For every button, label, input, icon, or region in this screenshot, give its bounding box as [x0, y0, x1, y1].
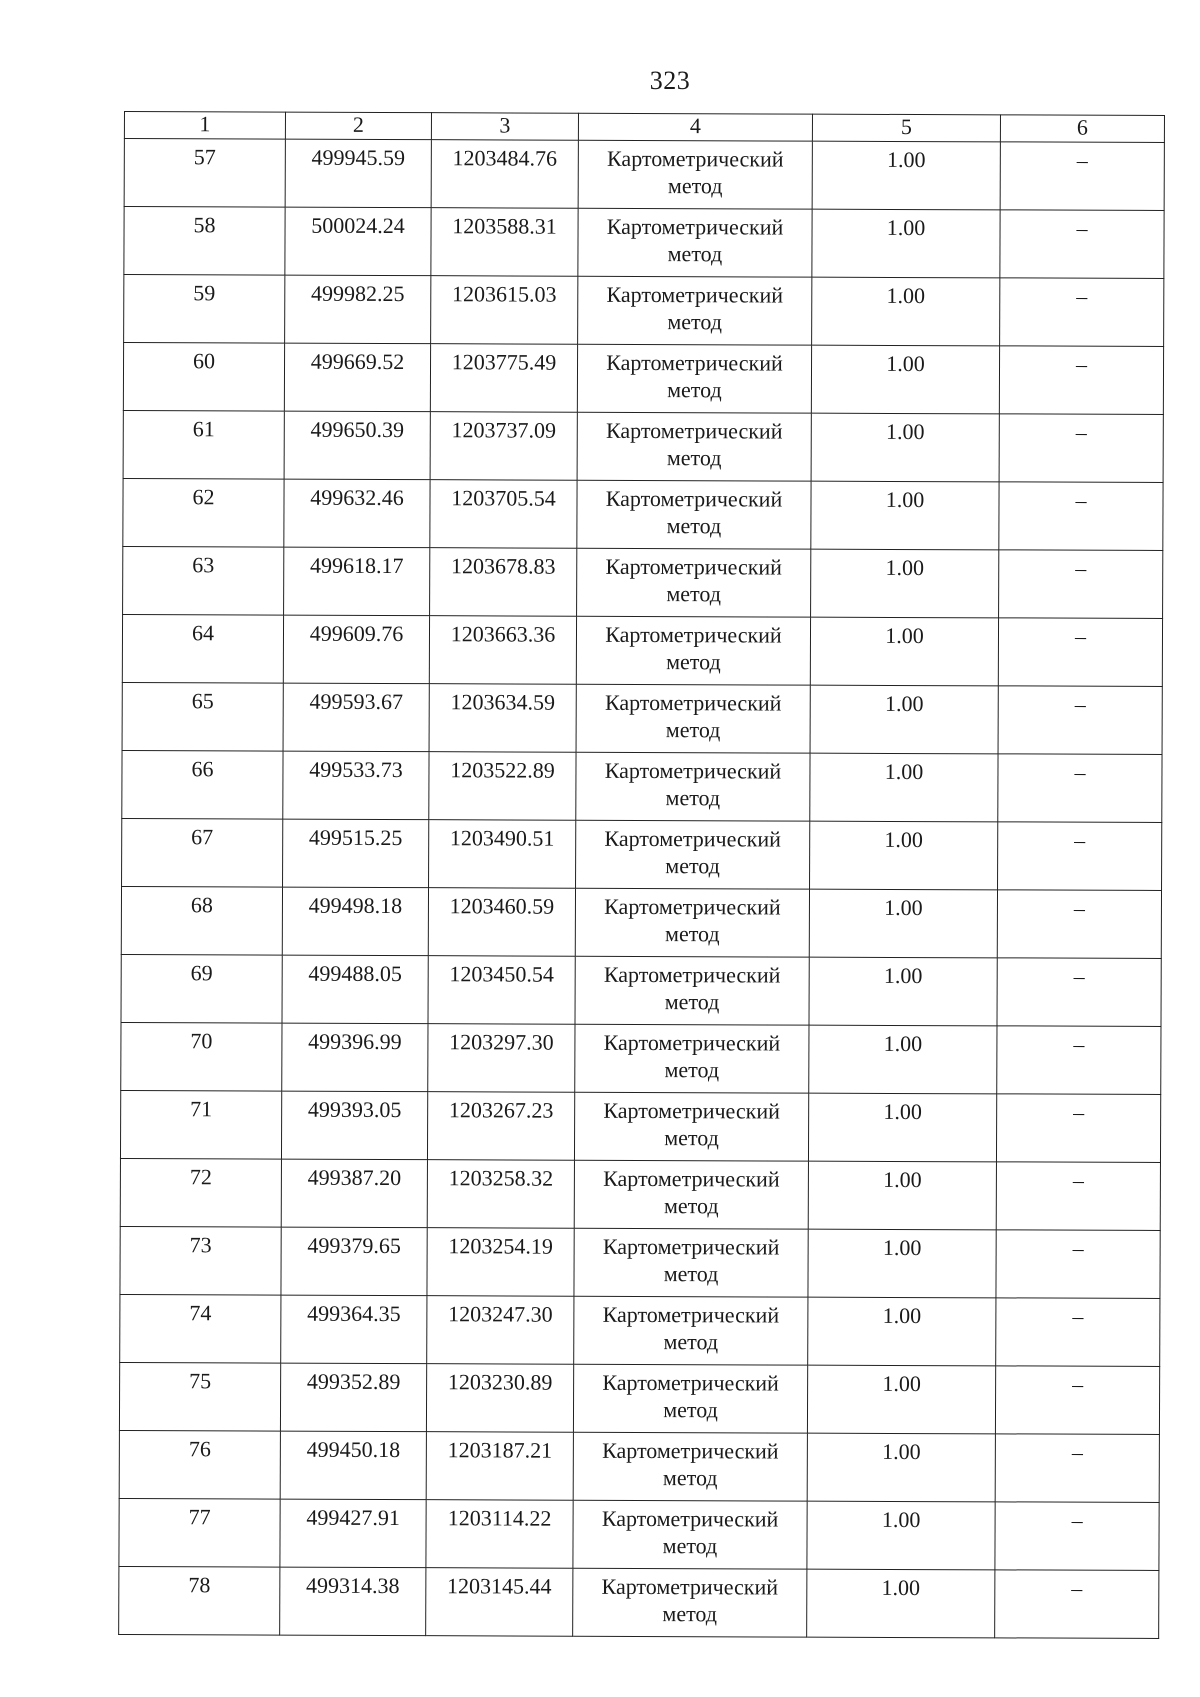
point-number-cell: 73	[120, 1226, 281, 1295]
header-cell-6: 6	[1000, 115, 1164, 143]
method-cell	[575, 956, 809, 1025]
method-cell	[573, 1500, 807, 1569]
table-row	[122, 750, 1162, 822]
y-coordinate-cell: 1203737.09	[430, 412, 577, 481]
note-dash: –	[1075, 351, 1088, 377]
method-cell	[578, 276, 812, 345]
x-coordinate-cell: 499387.20	[281, 1159, 427, 1228]
method-line-2: метод	[667, 309, 723, 335]
note-dash: –	[1072, 1303, 1084, 1329]
point-number-cell: 61	[123, 410, 284, 479]
table-header-row	[124, 112, 1164, 143]
note-cell	[995, 1502, 1159, 1571]
note-dash: –	[1075, 555, 1087, 581]
note-dash: –	[1073, 895, 1085, 921]
point-number-cell: 69	[121, 954, 282, 1023]
y-coordinate-cell: 1203114.22	[426, 1500, 573, 1569]
accuracy-cell: 1.00	[809, 1025, 997, 1094]
accuracy-cell: 1.00	[807, 1433, 995, 1502]
method-cell	[574, 1228, 808, 1297]
x-coordinate-cell: 499533.73	[283, 751, 429, 820]
method-line-2: метод	[664, 1057, 720, 1083]
y-coordinate-cell: 1203634.59	[429, 684, 576, 753]
table-row	[123, 478, 1163, 550]
table-row	[124, 275, 1164, 347]
table-row	[120, 1226, 1160, 1298]
x-coordinate-cell: 499314.38	[280, 1567, 426, 1636]
y-coordinate-cell: 1203460.59	[428, 888, 575, 957]
method-line-1: Картометрический	[603, 1029, 781, 1056]
y-coordinate-cell: 1203247.30	[427, 1296, 574, 1365]
method-cell	[578, 140, 812, 209]
method-line-1: Картометрический	[606, 213, 784, 240]
method-line-2: метод	[667, 377, 722, 403]
y-coordinate-cell: 1203145.44	[426, 1568, 573, 1637]
method-line-1: Картометрический	[602, 1301, 780, 1328]
coordinates-table	[118, 111, 1165, 1639]
method-line-2: метод	[663, 1329, 719, 1355]
y-coordinate-cell: 1203450.54	[428, 956, 575, 1025]
method-line-1: Картометрический	[607, 145, 784, 172]
method-cell	[577, 344, 811, 413]
accuracy-cell: 1.00	[807, 1365, 995, 1434]
method-line-1: Картометрический	[606, 349, 783, 376]
y-coordinate-cell: 1203663.36	[429, 616, 576, 685]
x-coordinate-cell: 499609.76	[283, 615, 429, 684]
method-cell	[573, 1364, 807, 1433]
accuracy-cell: 1.00	[812, 141, 1000, 210]
table-row	[123, 546, 1163, 618]
method-line-2: метод	[666, 445, 722, 471]
y-coordinate-cell: 1203775.49	[430, 344, 577, 413]
note-cell	[996, 1298, 1160, 1367]
header-cell-5: 5	[812, 114, 1000, 142]
point-number-cell: 57	[124, 139, 285, 208]
x-coordinate-cell: 499393.05	[281, 1091, 427, 1160]
x-coordinate-cell: 499618.17	[284, 547, 430, 616]
point-number-cell: 66	[122, 750, 283, 819]
y-coordinate-cell: 1203230.89	[426, 1364, 573, 1433]
method-cell	[575, 1024, 809, 1093]
method-line-2: метод	[663, 1193, 719, 1219]
y-coordinate-cell: 1203678.83	[430, 548, 577, 617]
table-row	[123, 343, 1163, 415]
method-line-1: Картометрический	[603, 961, 781, 988]
accuracy-cell: 1.00	[808, 1229, 996, 1298]
accuracy-cell: 1.00	[808, 1093, 996, 1162]
point-number-cell: 72	[120, 1158, 281, 1227]
method-line-2: метод	[665, 853, 720, 879]
method-cell	[576, 684, 810, 753]
method-cell	[576, 752, 810, 821]
note-cell	[999, 482, 1163, 551]
y-coordinate-cell: 1203615.03	[431, 276, 578, 345]
point-number-cell: 67	[122, 818, 283, 887]
note-dash: –	[1072, 1167, 1084, 1193]
method-cell	[577, 480, 811, 549]
x-coordinate-cell: 499593.67	[283, 683, 429, 752]
table-row	[124, 139, 1164, 211]
method-cell	[574, 1160, 808, 1229]
method-cell	[578, 208, 812, 277]
accuracy-cell: 1.00	[809, 889, 997, 958]
method-line-1: Картометрический	[602, 1437, 779, 1464]
note-cell	[997, 1026, 1161, 1095]
method-line-2: метод	[663, 1261, 719, 1287]
table-container	[118, 111, 1164, 1639]
method-line-2: метод	[667, 241, 723, 267]
method-line-1: Картометрический	[605, 417, 783, 444]
point-number-cell: 60	[123, 343, 284, 412]
table-row	[124, 207, 1164, 279]
note-cell	[995, 1434, 1159, 1503]
note-dash: –	[1073, 1099, 1085, 1125]
point-number-cell: 65	[122, 682, 283, 751]
x-coordinate-cell: 499450.18	[280, 1431, 426, 1500]
note-cell	[995, 1366, 1159, 1435]
table-row	[121, 954, 1161, 1026]
note-dash: –	[1076, 283, 1088, 309]
note-dash: –	[1075, 487, 1087, 513]
y-coordinate-cell: 1203258.32	[427, 1160, 574, 1229]
point-number-cell: 71	[120, 1090, 281, 1159]
header-cell-4: 4	[578, 113, 812, 141]
method-line-2: метод	[665, 785, 721, 811]
point-number-cell: 70	[121, 1022, 282, 1091]
y-coordinate-cell: 1203297.30	[428, 1024, 575, 1093]
accuracy-cell: 1.00	[808, 1297, 996, 1366]
accuracy-cell: 1.00	[811, 549, 999, 618]
method-line-2: метод	[664, 989, 720, 1015]
method-line-2: метод	[662, 1601, 718, 1627]
accuracy-cell: 1.00	[807, 1569, 995, 1638]
method-line-1: Картометрический	[604, 757, 782, 784]
note-dash: –	[1073, 963, 1085, 989]
note-cell	[998, 618, 1162, 687]
table-row	[122, 818, 1162, 890]
accuracy-cell: 1.00	[810, 821, 998, 890]
note-cell	[999, 346, 1163, 415]
method-cell	[577, 412, 811, 481]
note-cell	[995, 1570, 1159, 1639]
accuracy-cell: 1.00	[807, 1501, 995, 1570]
y-coordinate-cell: 1203254.19	[427, 1228, 574, 1297]
method-cell	[574, 1296, 808, 1365]
header-cell-3: 3	[431, 113, 578, 141]
note-cell	[1000, 142, 1164, 211]
method-line-1: Картометрический	[604, 825, 781, 852]
header-cell-2: 2	[285, 112, 431, 140]
x-coordinate-cell: 499364.35	[281, 1295, 427, 1364]
note-dash: –	[1076, 147, 1088, 173]
table-row	[120, 1158, 1160, 1230]
method-line-2: метод	[665, 921, 720, 947]
method-line-2: метод	[663, 1397, 718, 1423]
x-coordinate-cell: 499352.89	[280, 1363, 426, 1432]
table-row	[119, 1566, 1159, 1638]
x-coordinate-cell: 499515.25	[283, 819, 429, 888]
note-cell	[996, 1230, 1160, 1299]
note-cell	[996, 1094, 1160, 1163]
note-dash: –	[1071, 1507, 1083, 1533]
method-line-2: метод	[664, 1125, 719, 1151]
y-coordinate-cell: 1203705.54	[430, 480, 577, 549]
point-number-cell: 63	[123, 546, 284, 615]
method-line-1: Картометрический	[604, 689, 782, 716]
accuracy-cell: 1.00	[812, 209, 1000, 278]
method-line-1: Картометрический	[603, 1165, 780, 1192]
header-cell-1: 1	[124, 112, 285, 140]
table-row	[119, 1498, 1159, 1570]
accuracy-cell: 1.00	[812, 277, 1000, 346]
x-coordinate-cell: 499396.99	[282, 1023, 428, 1092]
table-row	[120, 1090, 1160, 1162]
accuracy-cell: 1.00	[809, 957, 997, 1026]
method-line-1: Картометрический	[605, 485, 783, 512]
point-number-cell: 62	[123, 478, 284, 547]
accuracy-cell: 1.00	[811, 481, 999, 550]
point-number-cell: 75	[119, 1362, 280, 1431]
note-dash: –	[1074, 827, 1086, 853]
method-cell	[576, 820, 810, 889]
x-coordinate-cell: 500024.24	[285, 207, 431, 276]
note-dash: –	[1071, 1575, 1083, 1601]
note-cell	[997, 958, 1161, 1027]
method-line-1: Картометрический	[602, 1369, 779, 1396]
method-line-2: метод	[666, 581, 721, 607]
x-coordinate-cell: 499632.46	[284, 479, 430, 548]
method-line-1: Картометрический	[606, 281, 784, 308]
method-cell	[576, 616, 810, 685]
note-cell	[998, 822, 1162, 891]
x-coordinate-cell: 499982.25	[285, 275, 431, 344]
method-line-1: Картометрический	[605, 553, 783, 580]
method-line-1: Картометрический	[603, 1097, 780, 1124]
table-row	[122, 614, 1162, 686]
note-dash: –	[1075, 419, 1087, 445]
point-number-cell: 64	[122, 614, 283, 683]
point-number-cell: 76	[119, 1430, 280, 1499]
table-row	[121, 886, 1161, 958]
point-number-cell: 78	[119, 1566, 280, 1635]
note-dash: –	[1074, 691, 1086, 717]
method-line-2: метод	[662, 1533, 718, 1559]
note-dash: –	[1074, 759, 1086, 785]
method-line-1: Картометрический	[605, 621, 782, 648]
note-dash: –	[1072, 1371, 1084, 1397]
table-row	[122, 682, 1162, 754]
table-row	[119, 1362, 1159, 1434]
note-cell	[997, 890, 1161, 959]
note-dash: –	[1074, 623, 1087, 649]
method-line-2: метод	[662, 1465, 718, 1491]
page-number: 323	[649, 66, 691, 95]
table-row	[119, 1430, 1159, 1502]
note-dash: –	[1071, 1439, 1083, 1465]
x-coordinate-cell: 499488.05	[282, 955, 428, 1024]
x-coordinate-cell: 499945.59	[285, 139, 431, 208]
method-cell	[577, 548, 811, 617]
note-cell	[998, 686, 1162, 755]
note-cell	[996, 1162, 1160, 1231]
y-coordinate-cell: 1203588.31	[431, 208, 578, 277]
accuracy-cell: 1.00	[810, 685, 998, 754]
method-line-1: Картометрический	[601, 1573, 779, 1600]
accuracy-cell: 1.00	[810, 753, 998, 822]
method-line-1: Картометрический	[604, 893, 781, 920]
table-row	[120, 1294, 1160, 1366]
y-coordinate-cell: 1203267.23	[427, 1092, 574, 1161]
method-line-1: Картометрический	[602, 1233, 780, 1260]
method-cell	[575, 888, 809, 957]
accuracy-cell: 1.00	[810, 617, 998, 686]
x-coordinate-cell: 499427.91	[280, 1499, 426, 1568]
point-number-cell: 68	[121, 886, 282, 955]
note-dash: –	[1076, 215, 1088, 241]
x-coordinate-cell: 499379.65	[281, 1227, 427, 1296]
note-cell	[999, 550, 1163, 619]
table-row	[123, 410, 1163, 482]
note-cell	[998, 754, 1162, 823]
accuracy-cell: 1.00	[811, 345, 999, 414]
x-coordinate-cell: 499650.39	[284, 411, 430, 480]
note-dash: –	[1073, 1031, 1085, 1057]
accuracy-cell: 1.00	[808, 1161, 996, 1230]
point-number-cell: 77	[119, 1498, 280, 1567]
table-row	[121, 1022, 1161, 1094]
method-cell	[574, 1092, 808, 1161]
y-coordinate-cell: 1203187.21	[426, 1432, 573, 1501]
x-coordinate-cell: 499498.18	[282, 887, 428, 956]
note-cell	[999, 414, 1163, 483]
point-number-cell: 58	[124, 207, 285, 276]
note-dash: –	[1072, 1235, 1084, 1261]
x-coordinate-cell: 499669.52	[284, 343, 430, 412]
method-line-1: Картометрический	[601, 1505, 779, 1532]
note-cell	[1000, 278, 1164, 347]
point-number-cell: 74	[120, 1294, 281, 1363]
accuracy-cell: 1.00	[811, 413, 999, 482]
method-line-2: метод	[665, 717, 721, 743]
method-line-2: метод	[666, 513, 722, 539]
y-coordinate-cell: 1203522.89	[429, 752, 576, 821]
method-line-2: метод	[667, 173, 723, 199]
method-cell	[573, 1432, 807, 1501]
method-cell	[573, 1568, 807, 1637]
y-coordinate-cell: 1203484.76	[431, 140, 578, 209]
y-coordinate-cell: 1203490.51	[429, 820, 576, 889]
method-line-2: метод	[666, 649, 721, 675]
note-cell	[1000, 210, 1164, 279]
point-number-cell: 59	[124, 275, 285, 344]
